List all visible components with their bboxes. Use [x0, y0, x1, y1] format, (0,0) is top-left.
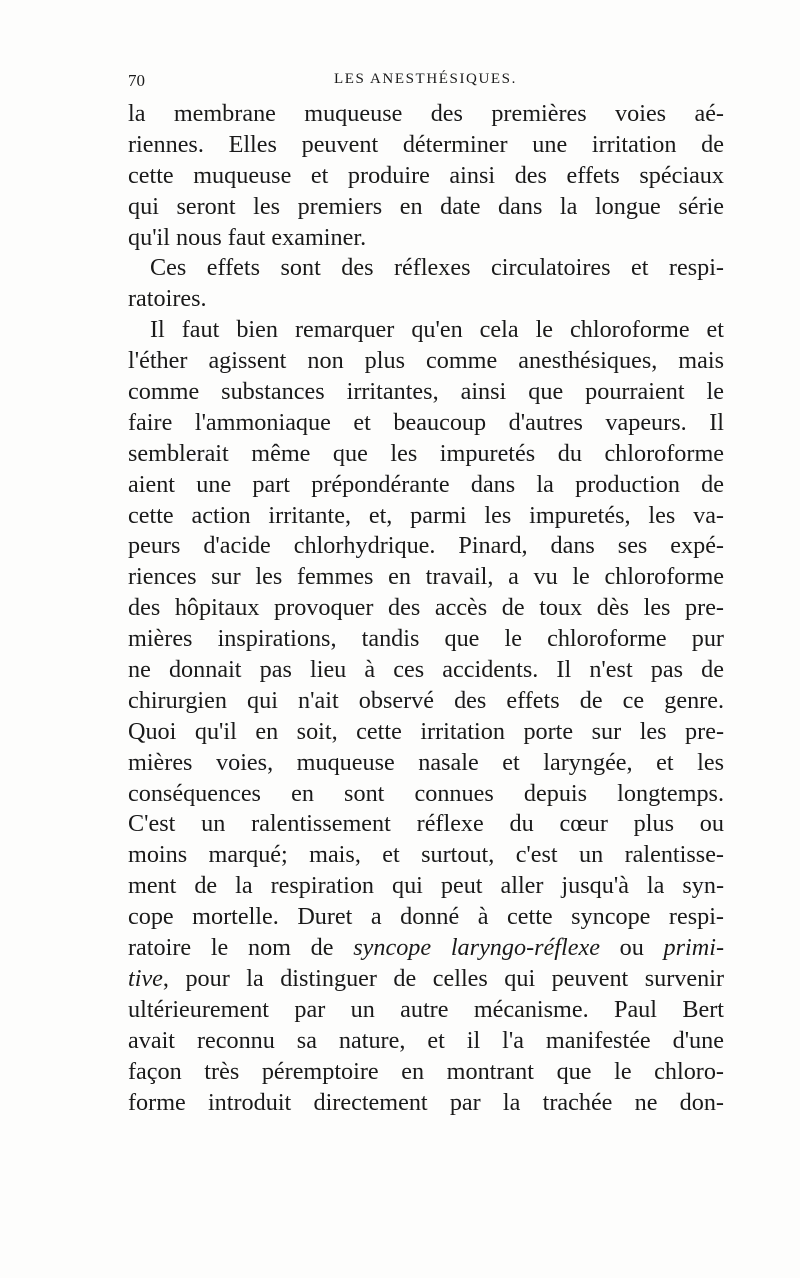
text-line: Ces effets sont des réflexes circulatoires et respi-: [150, 254, 724, 282]
text-line: forme introduit directement par la trachée ne don-: [128, 1088, 724, 1116]
running-title: LES ANESTHÉSIQUES.: [334, 71, 517, 87]
italic-term: tive: [128, 964, 163, 992]
text-line: cette muqueuse et produire ainsi des effets spéciaux: [128, 161, 724, 189]
text-line: cette action irritante, et, parmi les impuretés, les va-: [128, 501, 724, 529]
text-line: qui seront les premiers en date dans la longue série: [128, 192, 724, 220]
text-line: mières voies, muqueuse nasale et laryngée, et les: [128, 748, 724, 776]
text-line: qu'il nous faut examiner.: [128, 223, 367, 251]
text-line: faire l'ammoniaque et beaucoup d'autres vapeurs. Il: [128, 408, 724, 436]
text-run: , pour la distinguer de celles qui peuvent survenir: [162, 964, 724, 992]
text-line: l'éther agissent non plus comme anesthésiques, mais: [128, 347, 724, 375]
text-line: Quoi qu'il en soit, cette irritation porte sur les pre-: [128, 717, 724, 745]
text-line: moins marqué; mais, et surtout, c'est un ralentisse-: [128, 841, 724, 869]
text-line: [128, 964, 724, 995]
text-line: riennes. Elles peuvent déterminer une irritation de: [128, 130, 724, 158]
text-line: peurs d'acide chlorhydrique. Pinard, dans ses expé-: [128, 532, 724, 560]
page-number: 70: [128, 71, 145, 90]
text-line: semblerait même que les impuretés du chloroforme: [128, 439, 724, 467]
text-line: la membrane muqueuse des premières voies aé-: [128, 100, 724, 127]
italic-term: primi-: [663, 934, 725, 962]
text-line: ratoires.: [128, 285, 207, 313]
running-head: [128, 71, 723, 95]
text-line: cope mortelle. Duret a donné à cette syncope respi-: [128, 903, 724, 931]
text-line: des hôpitaux provoquer des accès de toux dès les pre-: [128, 594, 724, 622]
text-line: riences sur les femmes en travail, a vu le chloroforme: [128, 563, 724, 591]
text-line: mières inspirations, tandis que le chloroforme pur: [128, 625, 724, 653]
text-line: comme substances irritantes, ainsi que pourraient le: [128, 378, 724, 406]
text-line: avait reconnu sa nature, et il l'a manifestée d'une: [128, 1026, 724, 1054]
text-line: conséquences en sont connues depuis longtemps.: [128, 779, 724, 807]
text-line: C'est un ralentissement réflexe du cœur plus ou: [128, 810, 724, 838]
text-line: ne donnait pas lieu à ces accidents. Il n'est pas de: [128, 656, 724, 684]
text-run: ratoire le nom de: [128, 934, 354, 962]
text-line: aient une part prépondérante dans la production de: [128, 470, 724, 498]
text-line: chirurgien qui n'ait observé des effets de ce genre.: [128, 686, 724, 714]
text-line: [128, 933, 724, 964]
text-line: Il faut bien remarquer qu'en cela le chloroforme et: [150, 316, 724, 344]
body-text: [128, 99, 724, 1118]
italic-term: syncope laryngo-réflexe: [353, 934, 600, 962]
text-line: ultérieurement par un autre mécanisme. Paul Bert: [128, 995, 724, 1023]
text-run: ou: [599, 934, 664, 962]
text-line: ment de la respiration qui peut aller jusqu'à la syn-: [128, 872, 724, 900]
text-line: façon très péremptoire en montrant que le chloro-: [128, 1057, 724, 1085]
